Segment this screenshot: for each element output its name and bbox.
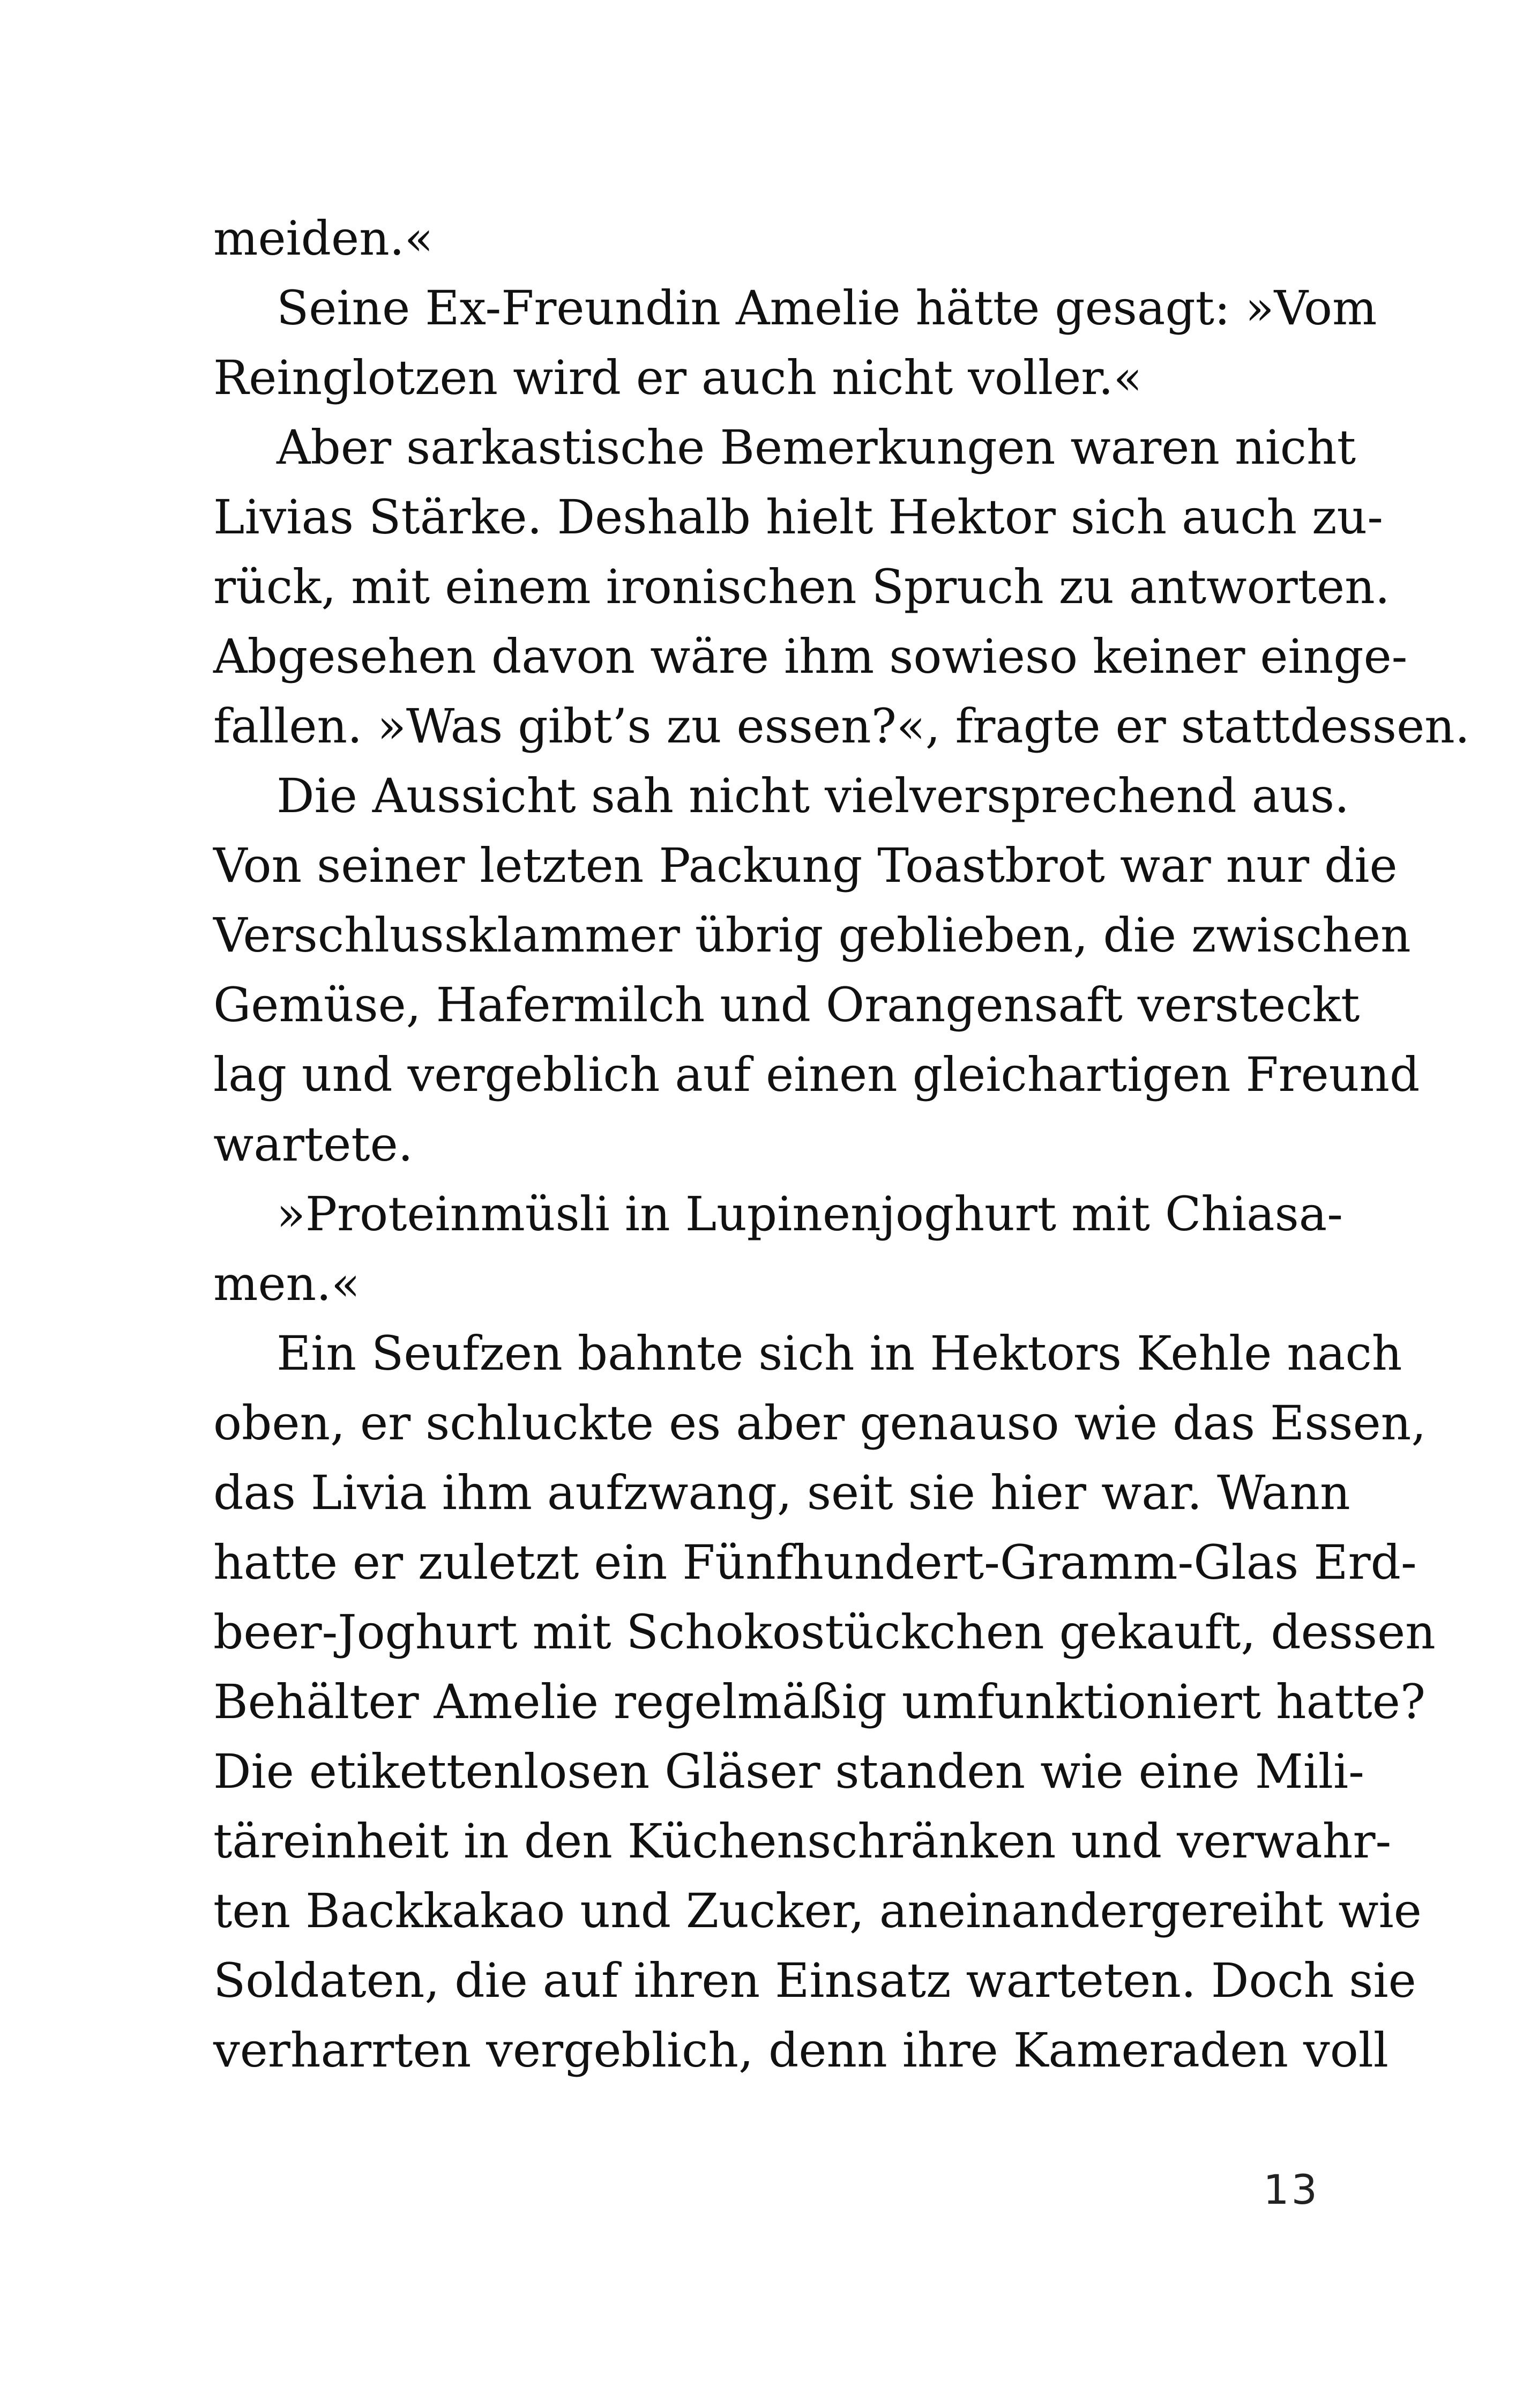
text-line: fallen. »Was gibt’s zu essen?«, fragte er stattdessen. — [213, 698, 1470, 754]
text-line: Abgesehen davon wäre ihm sowieso keiner einge- — [213, 629, 1408, 684]
text-line: »Proteinmüsli in Lupinenjoghurt mit Chiasa- — [277, 1186, 1343, 1242]
text-line: oben, er schluckte es aber genauso wie das Essen, — [213, 1395, 1427, 1451]
text-line: Gemüse, Hafermilch und Orangensaft versteckt — [213, 977, 1360, 1032]
text-line: lag und vergeblich auf einen gleichartigen Freund — [213, 1047, 1420, 1102]
text-line: Seine Ex-Freundin Amelie hätte gesagt: »Vom — [277, 280, 1377, 336]
text-line: Soldaten, die auf ihren Einsatz warteten. Doch sie — [213, 1953, 1416, 2008]
text-line: Aber sarkastische Bemerkungen waren nicht — [277, 420, 1356, 475]
body-text — [213, 204, 1470, 2085]
text-line: Livias Stärke. Deshalb hielt Hektor sich auch zu- — [213, 489, 1383, 545]
text-line: verharrten vergeblich, denn ihre Kameraden voll — [213, 2023, 1388, 2078]
text-line: Reinglotzen wird er auch nicht voller.« — [213, 350, 1143, 405]
text-line: Die etikettenlosen Gläser standen wie eine Mili- — [213, 1744, 1364, 1799]
text-line: rück, mit einem ironischen Spruch zu antworten. — [213, 559, 1390, 614]
text-line: Ein Seufzen bahnte sich in Hektors Kehle nach — [277, 1326, 1402, 1381]
text-line: täreinheit in den Küchenschränken und verwahr- — [213, 1814, 1392, 1869]
text-line: men.« — [213, 1256, 361, 1311]
text-line: Behälter Amelie regelmäßig umfunktioniert hatte? — [213, 1674, 1426, 1729]
text-line: Die Aussicht sah nicht vielversprechend aus. — [277, 768, 1349, 823]
text-line: ten Backkakao und Zucker, aneinandergereiht wie — [213, 1883, 1422, 1938]
text-line: das Livia ihm aufzwang, seit sie hier war. Wann — [213, 1465, 1350, 1520]
text-line: meiden.« — [213, 211, 434, 266]
text-line: Verschlussklammer übrig geblieben, die zwischen — [213, 908, 1411, 963]
text-line: Von seiner letzten Packung Toastbrot war nur die — [213, 838, 1398, 893]
text-line: wartete. — [213, 1117, 413, 1172]
page-number: 13 — [1263, 2166, 1319, 2213]
text-line: hatte er zuletzt ein Fünfhundert-Gramm-Glas Erd- — [213, 1535, 1417, 1590]
text-line: beer-Joghurt mit Schokostückchen gekauft, dessen — [213, 1604, 1436, 1660]
